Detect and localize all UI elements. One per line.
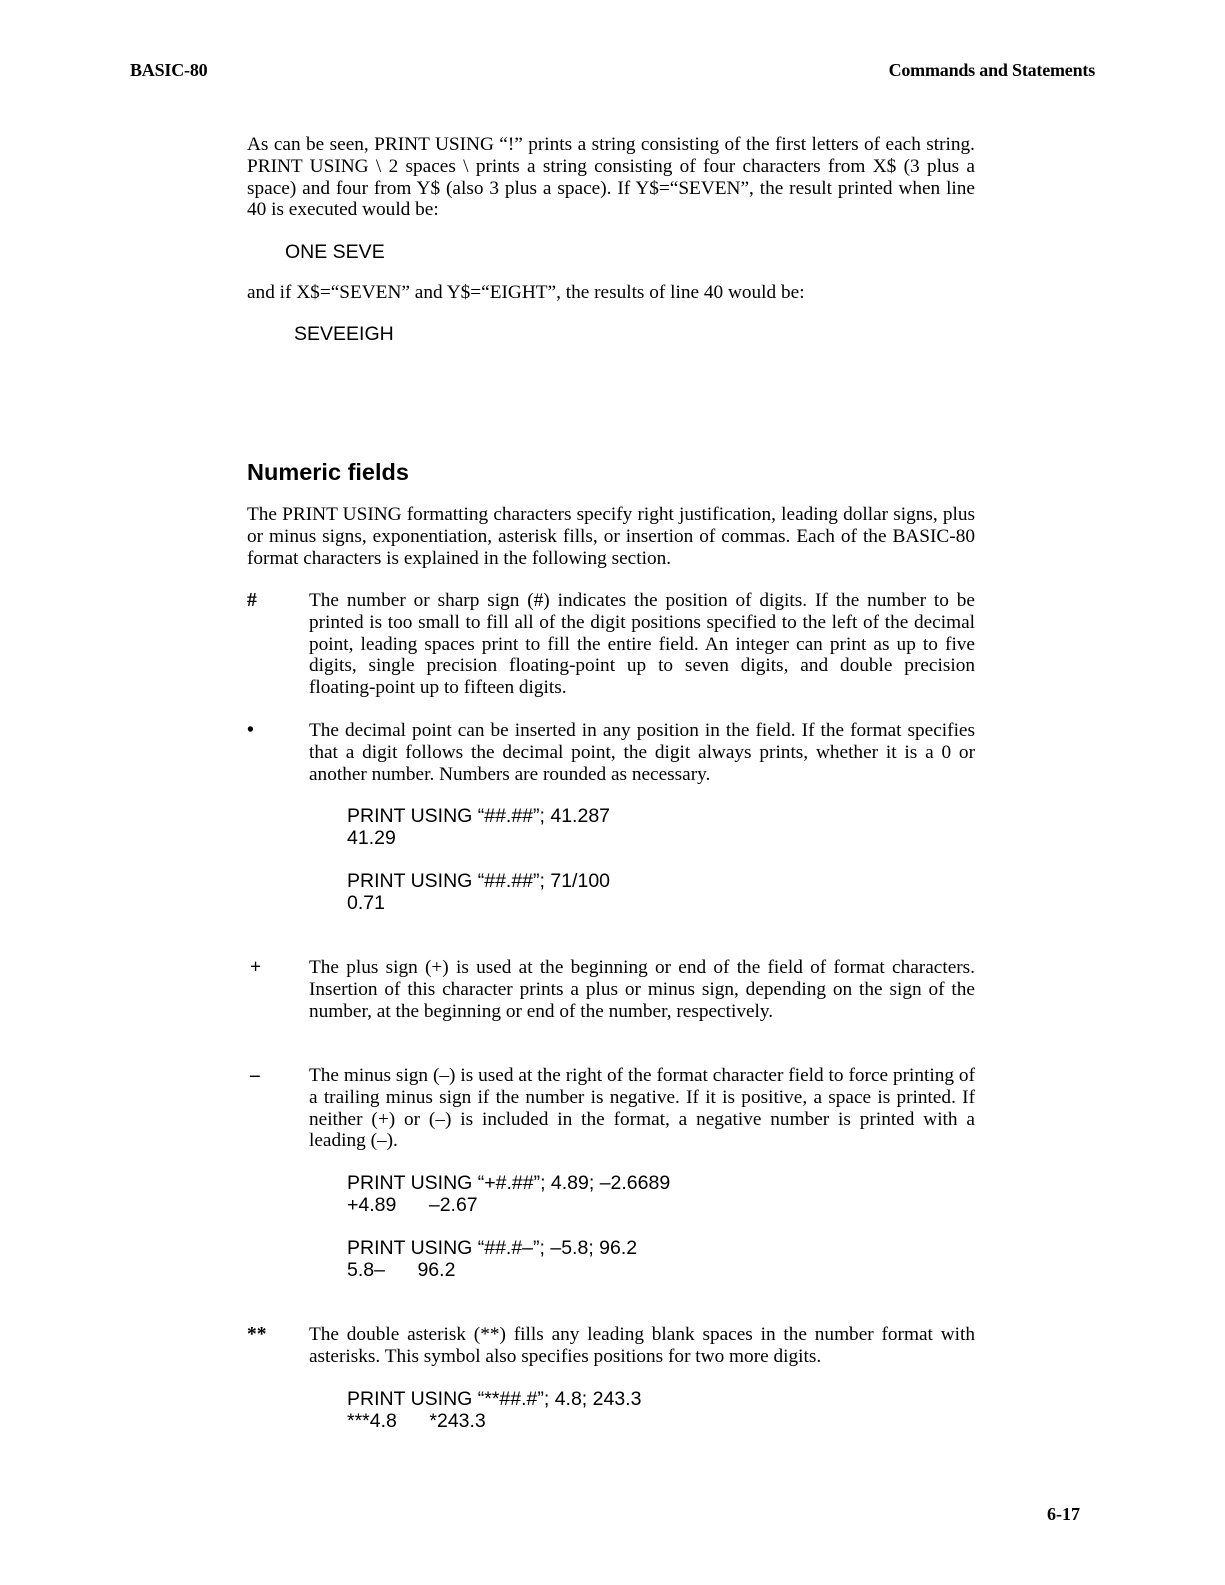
and-line: and if X$=“SEVEN” and Y$=“EIGHT”, the results of line 40 would be: — [247, 282, 805, 303]
minus-example-2-output: 5.8– 96.2 — [347, 1259, 456, 1281]
sharp-description: The number or sharp sign (#) indicates the position of digits. If the number to be printed is too small to fill all of the digit positions specified to the left of the decimal point, leading spaces print to fill the entire field. An integer can print as up to five digits, single precision floating-point up to seven digits, and double precision floating-point up to fifteen digits. — [309, 590, 975, 699]
minus-description: The minus sign (–) is used at the right of the format character field to force printing of a trailing minus sign if the number is negative. If it is positive, a space is printed. If neither (+) or (–) is included in the format, a negative number is printed with a leading (–). — [309, 1065, 975, 1152]
minus-symbol: – — [250, 1065, 260, 1086]
plus-description: The plus sign (+) is used at the beginning or end of the field of format characters. Insertion of this character prints a plus or minus sign, depending on the sign of the number, at the beginning or end of the number, respectively. — [309, 957, 975, 1022]
sharp-symbol: # — [247, 590, 257, 611]
asterisk-description: The double asterisk (**) fills any leading blank spaces in the number format with asterisks. This symbol also specifies positions for two more digits. — [309, 1324, 975, 1367]
intro-paragraph: As can be seen, PRINT USING “!” prints a string consisting of the first letters of each string. PRINT USING \ 2 spaces \ prints a string consisting of four characters from X$ (3 plus a space) and four from Y$ (also 3 plus a space). If Y$=“SEVEN”, the result printed when line 40 is executed would be: — [247, 134, 975, 221]
running-header-left: BASIC-80 — [130, 60, 208, 80]
result-line-1: ONE SEVE — [285, 241, 385, 263]
result-line-2: SEVEEIGH — [294, 323, 394, 345]
section-heading: Numeric fields — [247, 459, 409, 485]
asterisk-example-command: PRINT USING “**##.#”; 4.8; 243.3 — [347, 1388, 642, 1410]
point-example-2-command: PRINT USING “##.##”; 71/100 — [347, 870, 611, 892]
point-description: The decimal point can be inserted in any position in the field. If the format specifies that a digit follows the decimal point, the digit always prints, whether it is a 0 or another number. Numbers are rounded as necessary. — [309, 720, 975, 785]
point-example-1-command: PRINT USING “##.##”; 41.287 — [347, 805, 611, 827]
asterisk-example-output: ***4.8 *243.3 — [347, 1410, 486, 1432]
page-number: 6-17 — [1047, 1504, 1080, 1524]
minus-example-1-command: PRINT USING “+#.##”; 4.89; –2.6689 — [347, 1172, 671, 1194]
point-symbol: • — [247, 720, 254, 741]
asterisk-symbol: ** — [247, 1324, 267, 1345]
minus-example-2-command: PRINT USING “##.#–”; –5.8; 96.2 — [347, 1237, 638, 1259]
running-header-right: Commands and Statements — [888, 60, 1095, 80]
plus-symbol: + — [250, 957, 262, 978]
point-example-2-output: 0.71 — [347, 892, 385, 914]
point-example-1-output: 41.29 — [347, 827, 396, 849]
minus-example-1-output: +4.89 –2.67 — [347, 1194, 478, 1216]
section-intro: The PRINT USING formatting characters specify right justification, leading dollar signs, plus or minus signs, exponentiation, asterisk fills, or insertion of commas. Each of the BASIC-80 format characters is explained in the following section. — [247, 504, 975, 569]
